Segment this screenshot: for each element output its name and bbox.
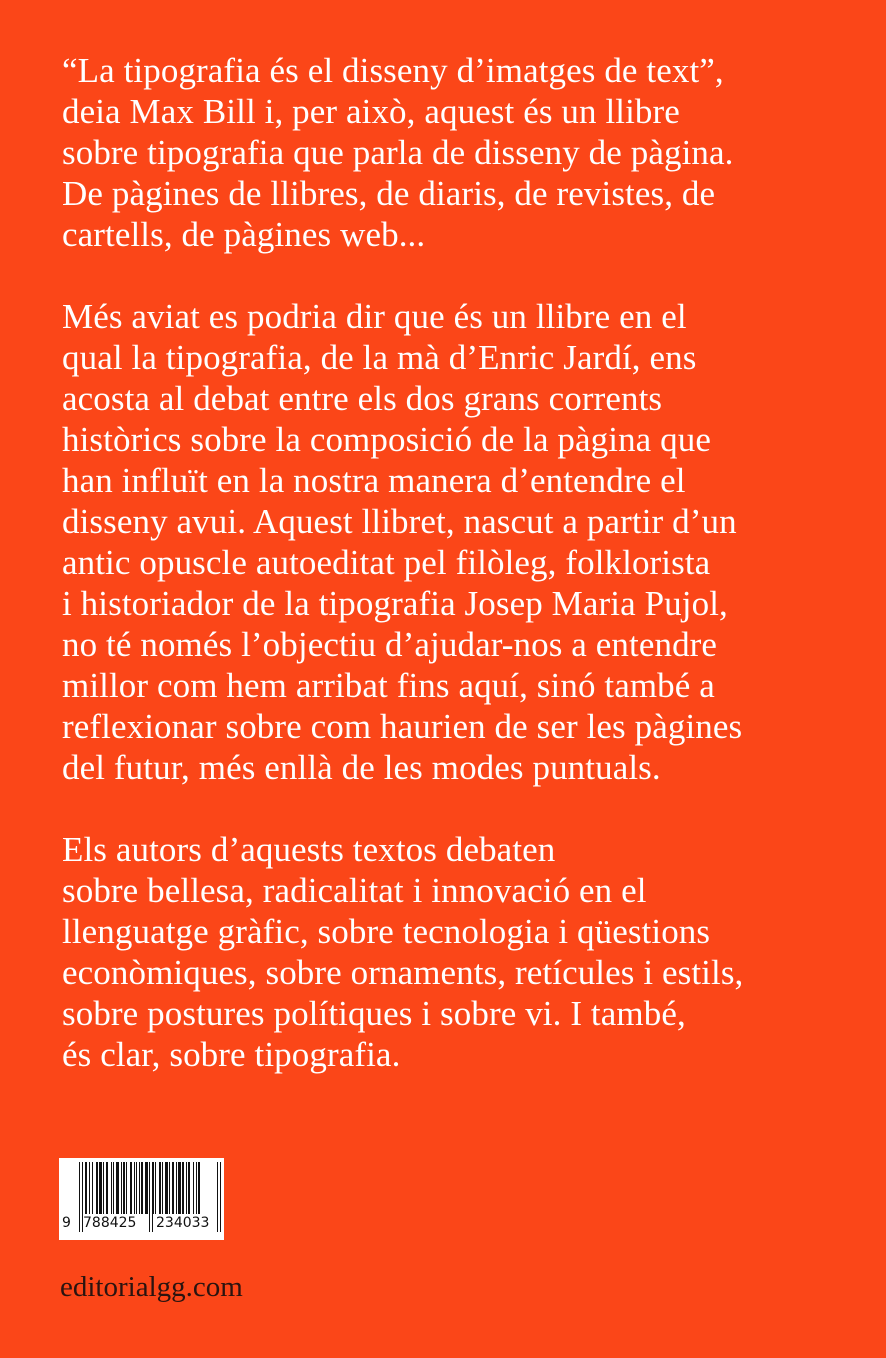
barcode-bar (178, 1162, 181, 1214)
barcode-bar (152, 1162, 153, 1232)
blurb-line: no té només l’objectiu d’ajudar-nos a entendre (62, 625, 718, 664)
barcode-bar (106, 1162, 108, 1214)
blurb-line: històrics sobre la composició de la pàgina que (62, 420, 712, 459)
blurb-line: antic opuscle autoeditat pel filòleg, folklorista (62, 543, 711, 582)
barcode-bar (89, 1162, 90, 1214)
blurb-paragraph-2 (62, 296, 852, 788)
blurb-line: millor com hem arribat fins aquí, sinó també a (62, 666, 715, 705)
blurb-line: qual la tipografia, de la mà d’Enric Jardí, ens (62, 338, 697, 377)
blurb-line: és clar, sobre tipografia. (62, 1035, 401, 1074)
barcode-bar (186, 1162, 187, 1214)
barcode-bar (165, 1162, 168, 1214)
blurb-paragraph-1 (62, 50, 852, 255)
blurb-line: han influït en la nostra manera d’entendre el (62, 461, 686, 500)
barcode-bar (139, 1162, 140, 1214)
barcode-bar (134, 1162, 135, 1214)
barcode-bar (155, 1162, 156, 1214)
barcode-digits-left: 788425 (83, 1215, 137, 1231)
barcode-bar (103, 1162, 104, 1214)
isbn-barcode (59, 1158, 224, 1240)
blurb-line: sobre postures polítiques i sobre vi. I també, (62, 994, 686, 1033)
blurb-line: sobre bellesa, radicalitat i innovació en el (62, 871, 647, 910)
blurb-line: sobre tipografia que parla de disseny de pàgina. (62, 133, 734, 172)
barcode-bar (220, 1162, 221, 1232)
barcode-bar (130, 1162, 132, 1214)
barcode-bar (149, 1162, 150, 1232)
barcode-bar (159, 1162, 161, 1214)
barcode-bar (136, 1162, 137, 1214)
barcode-bar (121, 1162, 122, 1214)
publisher-website-link[interactable]: editorialgg.com (60, 1271, 243, 1303)
barcode-bar (92, 1162, 93, 1214)
barcode-bar (169, 1162, 170, 1214)
barcode-digits-right: 234033 (156, 1215, 210, 1231)
barcode-bar (99, 1162, 102, 1214)
blurb-line: acosta al debat entre els dos grans corrents (62, 379, 663, 418)
blurb-line: cartells, de pàgines web... (62, 215, 426, 254)
barcode-bar (217, 1162, 218, 1232)
barcode-bar (111, 1162, 112, 1214)
barcode-bar (162, 1162, 163, 1214)
barcode-bar (188, 1162, 190, 1214)
blurb-line: del futur, més enllà de les modes puntuals. (62, 748, 661, 787)
barcode-bar (176, 1162, 177, 1214)
barcode-bar (123, 1162, 125, 1214)
blurb-line: econòmiques, sobre ornaments, retícules i estils, (62, 953, 744, 992)
barcode-bar (198, 1162, 200, 1214)
barcode-bar (96, 1162, 98, 1214)
barcode-bar (116, 1162, 119, 1214)
blurb-line: Més aviat es podria dir que és un llibre en el (62, 297, 687, 336)
barcode-bar (193, 1162, 194, 1214)
blurb-line: deia Max Bill i, per això, aquest és un llibre (62, 92, 680, 131)
barcode-bar (126, 1162, 127, 1214)
blurb-paragraph-3 (62, 829, 852, 1075)
barcode-bar (79, 1162, 80, 1232)
barcode-prefix-digit: 9 (62, 1215, 71, 1231)
blurb-line: disseny avui. Aquest llibret, nascut a partir d’un (62, 502, 737, 541)
barcode-bar (196, 1162, 197, 1214)
blurb-line: Els autors d’aquests textos debaten (62, 830, 556, 869)
barcode-bar (182, 1162, 184, 1214)
blurb-line: llenguatge gràfic, sobre tecnologia i qüestions (62, 912, 711, 951)
blurb-line: i historiador de la tipografia Josep Maria Pujol, (62, 584, 728, 623)
blurb-line: De pàgines de llibres, de diaris, de revistes, de (62, 174, 716, 213)
blurb-line: reflexionar sobre com haurien de ser les pàgines (62, 707, 743, 746)
blurb-line: “La tipografia és el disseny d’imatges de text”, (62, 51, 724, 90)
barcode-bar (141, 1162, 143, 1214)
barcode-bar (145, 1162, 148, 1214)
barcode-bar (113, 1162, 114, 1214)
barcode-bar (85, 1162, 87, 1214)
barcode-bar (172, 1162, 174, 1214)
